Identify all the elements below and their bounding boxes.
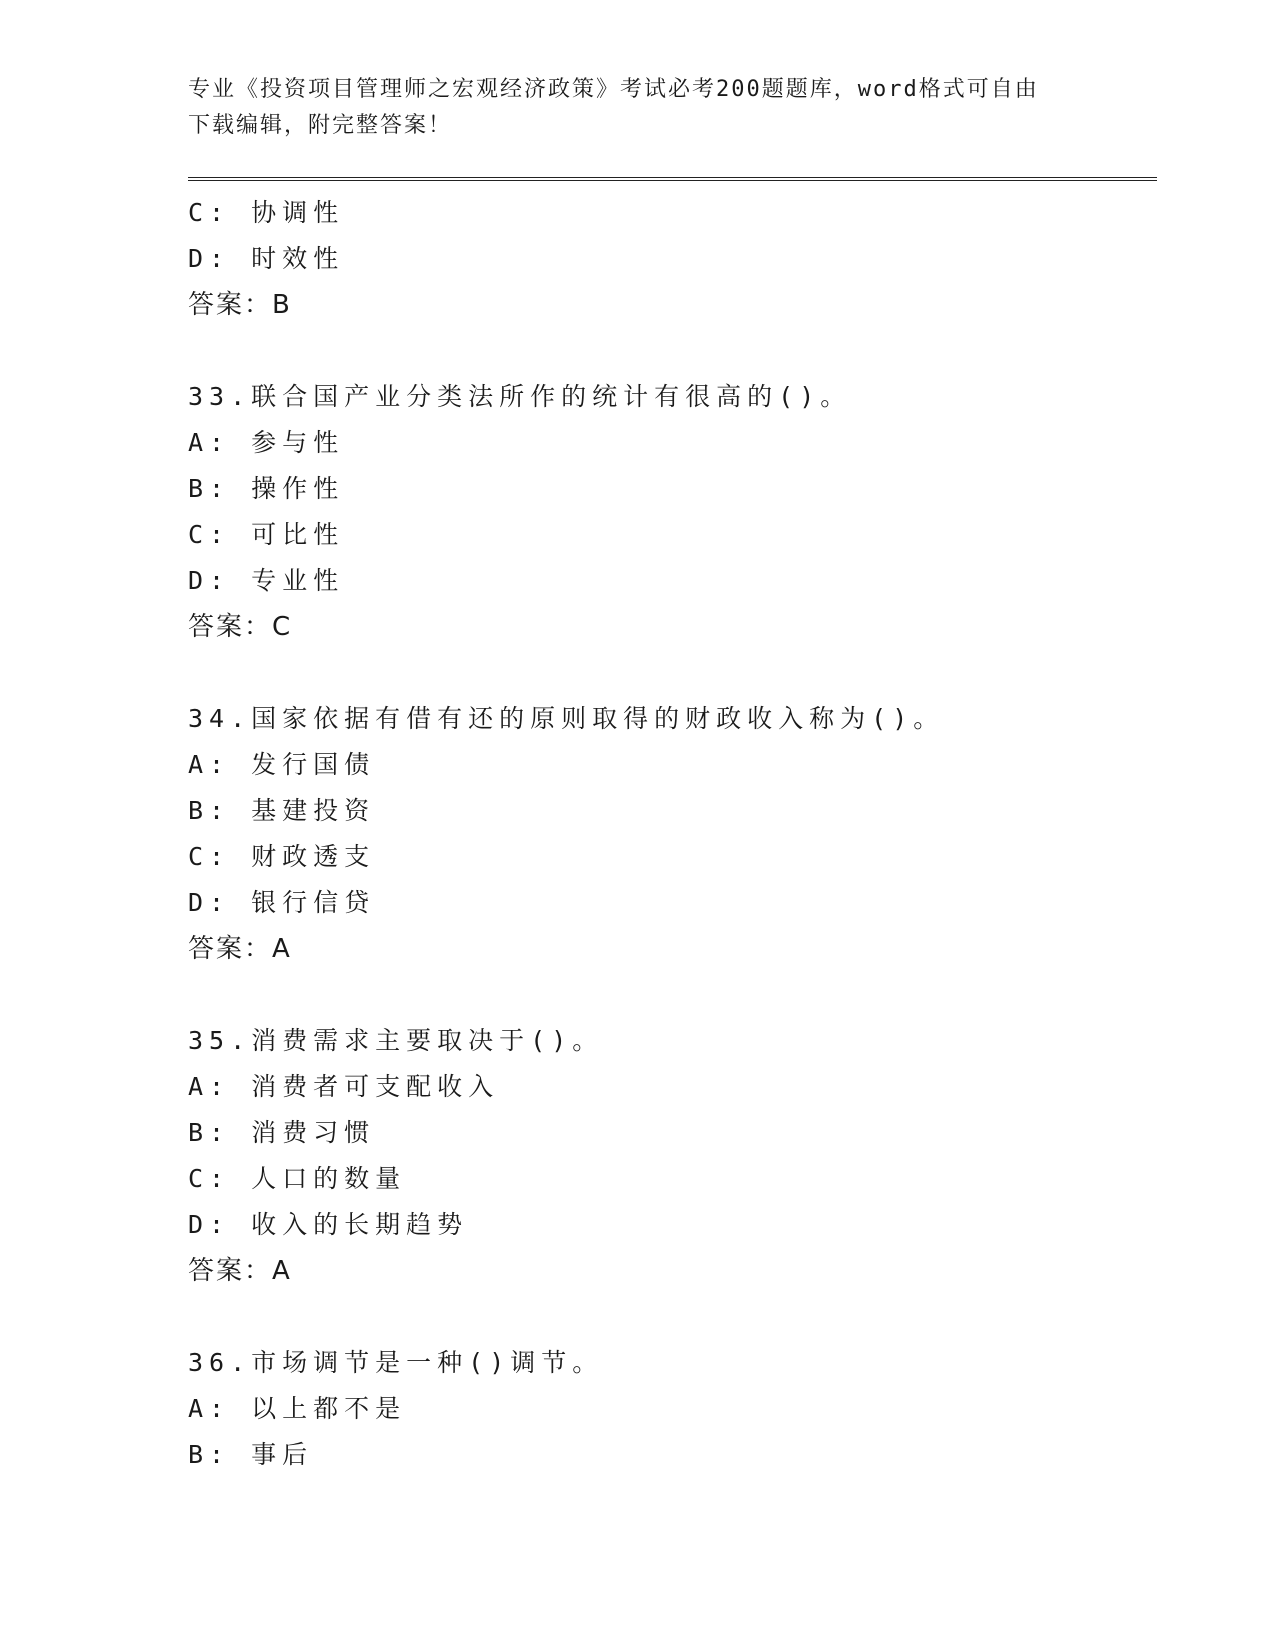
answer: 答案：A (188, 1256, 292, 1286)
question-stem: 35.消费需求主要取决于()。 (188, 1026, 604, 1055)
option-a: A: 消费者可支配收入 (188, 1072, 500, 1101)
option-d: D: 专业性 (188, 566, 345, 595)
option-b: B: 消费习惯 (188, 1118, 376, 1147)
option-a: A: 参与性 (188, 428, 345, 457)
option-b: B: 操作性 (188, 474, 345, 503)
option-a: A: 发行国债 (188, 750, 376, 779)
question-33 (188, 374, 1157, 650)
document-header (188, 72, 1088, 144)
question-stem: 33.联合国产业分类法所作的统计有很高的()。 (188, 382, 852, 411)
answer: 答案：C (188, 612, 293, 642)
question-32-continued (188, 190, 1157, 328)
header-line-2: 下载编辑，附完整答案！ (188, 113, 453, 138)
option-d: D: 收入的长期趋势 (188, 1210, 469, 1239)
header-divider (188, 177, 1157, 181)
question-stem: 34.国家依据有借有还的原则取得的财政收入称为()。 (188, 704, 945, 733)
option-b: B: 事后 (188, 1440, 314, 1469)
option-b: B: 基建投资 (188, 796, 376, 825)
question-stem: 36.市场调节是一种()调节。 (188, 1348, 604, 1377)
option-c: C: 财政透支 (188, 842, 376, 871)
question-36 (188, 1340, 1157, 1478)
question-34 (188, 696, 1157, 972)
option-c: C: 协调性 (188, 198, 345, 227)
answer: 答案：A (188, 934, 292, 964)
option-c: C: 可比性 (188, 520, 345, 549)
option-d: D: 银行信贷 (188, 888, 376, 917)
option-a: A: 以上都不是 (188, 1394, 407, 1423)
header-line-1: 专业《投资项目管理师之宏观经济政策》考试必考200题题库，word格式可自由 (188, 77, 1039, 102)
option-c: C: 人口的数量 (188, 1164, 407, 1193)
answer: 答案：B (188, 290, 292, 320)
option-d: D: 时效性 (188, 244, 345, 273)
question-35 (188, 1018, 1157, 1294)
question-list (188, 190, 1157, 1478)
